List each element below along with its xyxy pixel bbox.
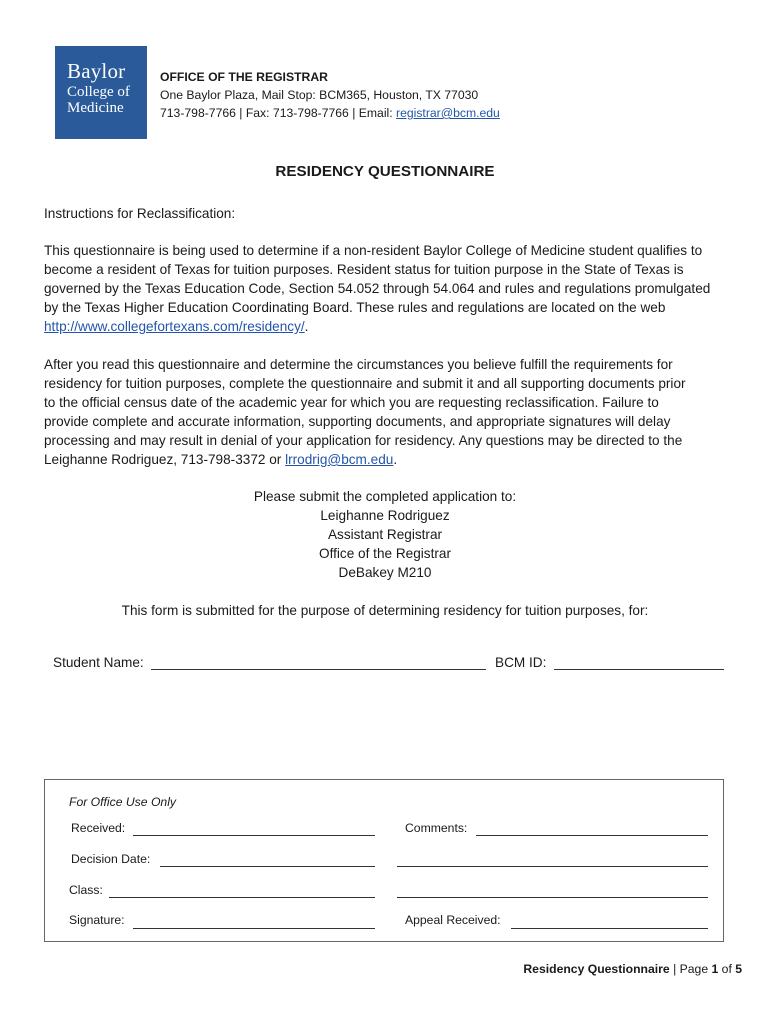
decision-date-field[interactable] — [160, 866, 375, 867]
comments-field-line-2[interactable] — [397, 866, 708, 867]
page-total: 5 — [735, 962, 742, 976]
student-name-field[interactable] — [151, 657, 486, 670]
office-name: OFFICE OF THE REGISTRAR — [160, 70, 328, 84]
decision-date-label: Decision Date: — [71, 852, 151, 866]
class-label: Class: — [69, 883, 103, 897]
purpose-statement: This form is submitted for the purpose of determining residency for tuition purposes, for: — [121, 603, 649, 618]
signature-label: Signature: — [69, 913, 125, 927]
instructions-heading: Instructions for Reclassification: — [44, 206, 236, 221]
paragraph-1: This questionnaire is being used to determine if a non-resident Baylor College of Medicine student qualifies to become a resident of Texas for tuition purposes. Resident status for tuition purpose in the State of Texas is governed by the Texas Education Code, Section 54.052 through 54.064 and rules and regulations promulgated by the Texas Higher Education Coordinating Board. These rules and regulations are located on the web http://www.collegefortexans.com/residency/. — [44, 243, 711, 334]
page-number: 1 — [711, 962, 719, 976]
class-field[interactable] — [109, 897, 375, 898]
signature-field[interactable] — [133, 928, 375, 929]
comments-field-line-3[interactable] — [397, 897, 708, 898]
received-field[interactable] — [133, 835, 375, 836]
comments-field[interactable] — [476, 835, 708, 836]
office-use-heading: For Office Use Only — [69, 795, 177, 809]
comments-label: Comments: — [405, 821, 468, 835]
paragraph-2: After you read this questionnaire and determine the circumstances you believe fulfill the requirements for residency for tuition purposes, complete the questionnaire and submit it and all supporting documents prior to the official census date of the academic year for which you are requesting reclassification. Failure to provide complete and accurate information, supporting documents, and appropriate signatures will delay processing and may result in denial of your application for residency. Any questions may be directed to the Leighanne Rodriguez, 713-798-3372 or lrrodrig@bcm.edu. — [44, 357, 686, 467]
residency-web-link[interactable]: http://www.collegefortexans.com/residency/ — [44, 319, 305, 334]
appeal-received-label: Appeal Received: — [405, 913, 501, 927]
bcm-id-field[interactable] — [554, 657, 724, 670]
bcm-id-label: BCM ID: — [495, 655, 547, 670]
appeal-received-field[interactable] — [511, 928, 708, 929]
page-footer: Residency Questionnaire | Page 1 of 5 — [523, 962, 742, 976]
office-address: One Baylor Plaza, Mail Stop: BCM365, Houston, TX 77030 — [160, 88, 479, 102]
submit-address-block: Please submit the completed application to: Leighanne Rodriguez Assistant Registrar Office of the Registrar DeBakey M210 — [253, 489, 517, 580]
received-label: Received: — [71, 821, 126, 835]
office-contact: 713-798-7766 | Fax: 713-798-7766 | Email: registrar@bcm.edu — [160, 106, 500, 120]
baylor-logo: Baylor College of Medicine — [55, 46, 147, 139]
contact-email-link[interactable]: lrrodrig@bcm.edu — [285, 452, 394, 467]
student-name-label: Student Name: — [53, 655, 144, 670]
page-title: RESIDENCY QUESTIONNAIRE — [275, 163, 495, 180]
registrar-email-link[interactable]: registrar@bcm.edu — [396, 106, 500, 120]
